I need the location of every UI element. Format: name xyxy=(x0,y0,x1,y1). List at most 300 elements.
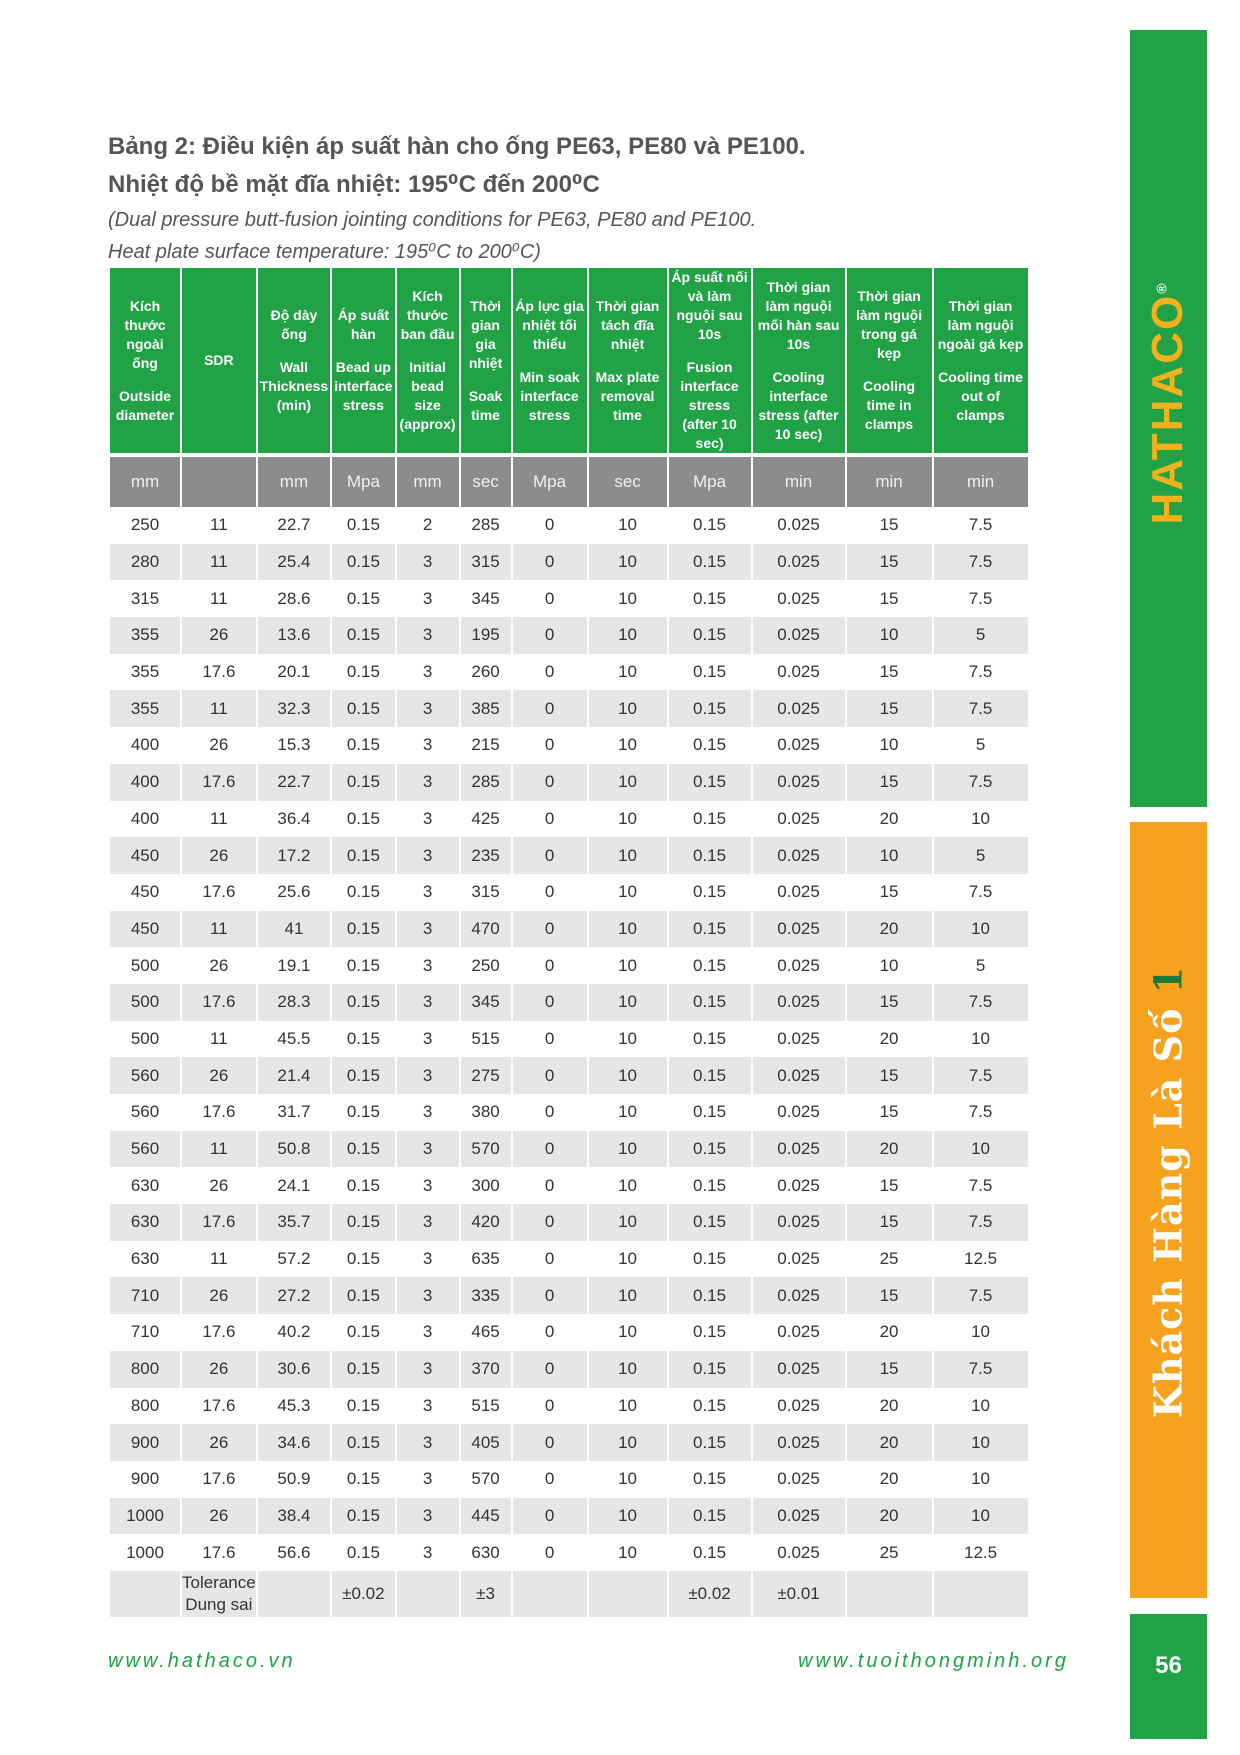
table-cell: 3 xyxy=(422,1102,433,1122)
table-cell: 7.5 xyxy=(934,1204,1028,1241)
header-row xyxy=(110,268,1028,453)
table-cell: 0 xyxy=(544,588,555,608)
table-cell: 500 xyxy=(110,984,180,1021)
table-cell: 3 xyxy=(397,690,459,727)
table-row xyxy=(110,1424,1028,1461)
table-cell: 0 xyxy=(513,984,587,1021)
table-cell: 15 xyxy=(847,1277,932,1314)
table-cell: 20 xyxy=(847,1424,932,1461)
unit-cell: sec xyxy=(589,453,667,507)
table-cell: 35.7 xyxy=(258,1204,330,1241)
table-cell: 3 xyxy=(397,1131,459,1168)
table-row xyxy=(110,1498,1028,1535)
table-cell: 355 xyxy=(110,617,180,654)
table-cell: 3 xyxy=(422,1028,433,1048)
tolerance-cell xyxy=(513,1571,587,1617)
table-cell: 10 xyxy=(847,617,932,654)
unit-cell: mm xyxy=(397,453,459,507)
table-cell: 5 xyxy=(934,617,1028,654)
column-header-en: Cooling time in clamps xyxy=(862,378,916,432)
table-cell: 0.025 xyxy=(753,764,845,801)
table-cell: 10 xyxy=(618,1028,637,1048)
table-cell: 15 xyxy=(847,690,932,727)
table-cell: 15 xyxy=(879,1175,899,1195)
table-cell: 0.15 xyxy=(346,882,380,902)
table-cell: 0.15 xyxy=(669,837,751,874)
table-cell: 0.15 xyxy=(332,1204,394,1241)
table-cell: 0 xyxy=(544,1469,555,1489)
column-header-en: Outside diameter xyxy=(115,387,175,423)
table-cell: 0.15 xyxy=(693,1469,727,1489)
table-cell: 0 xyxy=(513,1277,587,1314)
table-cell: 11 xyxy=(182,544,256,581)
table-cell: 20 xyxy=(847,1131,932,1168)
column-header xyxy=(753,268,845,453)
brand-logo-vertical xyxy=(1143,281,1193,524)
table-cell: 0.15 xyxy=(332,617,394,654)
table-cell: 0.15 xyxy=(332,1057,394,1094)
table-cell: 0.15 xyxy=(669,690,751,727)
table-cell: 0 xyxy=(513,617,587,654)
table-cell: 10 xyxy=(934,1498,1028,1535)
table-cell: 10 xyxy=(618,1469,637,1489)
tolerance-row xyxy=(110,1571,1028,1617)
table-cell: 3 xyxy=(422,1395,433,1415)
table-cell: 445 xyxy=(461,1498,511,1535)
table-cell: 10 xyxy=(589,617,667,654)
table-cell: 0.025 xyxy=(753,984,845,1021)
table-cell: 380 xyxy=(471,1102,500,1122)
table-cell: 27.2 xyxy=(258,1277,330,1314)
tolerance-cell xyxy=(589,1571,667,1617)
caption-line-1: Bảng 2: Điều kiện áp suất hàn cho ống PE63, PE80 và PE100. xyxy=(108,133,806,160)
table-cell: 17.6 xyxy=(182,984,256,1021)
table-cell: 10 xyxy=(589,837,667,874)
table-cell: 10 xyxy=(618,955,637,975)
table-cell: 0.025 xyxy=(753,690,845,727)
table-row xyxy=(110,801,1028,838)
table-cell: 25.6 xyxy=(277,882,311,902)
table-cell: 0 xyxy=(544,515,555,535)
table-cell: 0 xyxy=(544,882,555,902)
table-cell: 5 xyxy=(975,735,986,755)
table-cell: 355 xyxy=(110,690,180,727)
table-cell: 7.5 xyxy=(968,1102,993,1122)
table-cell: 0.025 xyxy=(753,911,845,948)
table-cell: 38.4 xyxy=(258,1498,330,1535)
table-cell: 1000 xyxy=(110,1498,180,1535)
table-cell: 3 xyxy=(397,984,459,1021)
table-cell: 560 xyxy=(110,1131,180,1168)
table-cell: 15 xyxy=(847,984,932,1021)
table-cell: 0.15 xyxy=(693,1249,727,1269)
table-cell: 335 xyxy=(461,1277,511,1314)
table-cell: 26 xyxy=(182,1424,256,1461)
table-cell: 10 xyxy=(589,544,667,581)
table-cell: 0.15 xyxy=(346,662,380,682)
table-cell: 32.3 xyxy=(258,690,330,727)
table-cell: 345 xyxy=(471,588,500,608)
table-cell: 0 xyxy=(513,1131,587,1168)
table-cell: 0 xyxy=(513,690,587,727)
table-cell: 635 xyxy=(471,1249,500,1269)
table-cell: 15 xyxy=(847,1351,932,1388)
table-cell: 0.15 xyxy=(332,544,394,581)
table-cell: 0.15 xyxy=(693,882,727,902)
table-cell: 570 xyxy=(461,1131,511,1168)
table-cell: 20 xyxy=(879,1395,899,1415)
table-cell: 10 xyxy=(934,1424,1028,1461)
table-cell: 235 xyxy=(461,837,511,874)
table-cell: 17.6 xyxy=(182,764,256,801)
table-cell: 26 xyxy=(209,735,229,755)
table-cell: 3 xyxy=(422,1542,433,1562)
table-cell: 11 xyxy=(182,1131,256,1168)
table-cell: 5 xyxy=(934,837,1028,874)
table-cell: 26 xyxy=(182,617,256,654)
column-header-vi: Thời gian làm nguội mối hàn sau 10s xyxy=(757,278,840,352)
table-cell: 3 xyxy=(397,1057,459,1094)
table-row xyxy=(110,727,1028,764)
column-header-vi: Kích thước ban đầu xyxy=(400,288,455,342)
table-cell: 0.025 xyxy=(777,662,820,682)
table-cell: 0.025 xyxy=(753,1277,845,1314)
table-cell: 26 xyxy=(182,1351,256,1388)
table-cell: 0.025 xyxy=(753,1131,845,1168)
table-cell: 17.6 xyxy=(202,1322,236,1342)
table-cell: 3 xyxy=(422,588,433,608)
column-header-en: Bead up interface stress xyxy=(334,359,393,413)
table-cell: 0.15 xyxy=(332,1498,394,1535)
column-header-vi: Áp suất hàn xyxy=(337,307,390,342)
table-cell: 710 xyxy=(110,1277,180,1314)
column-header-en: Soak time xyxy=(468,387,503,423)
table-cell: 15 xyxy=(879,882,899,902)
table-cell: 50.8 xyxy=(258,1131,330,1168)
unit-cell: mm xyxy=(110,453,180,507)
caption-line-3: (Dual pressure butt-fusion jointing conditions for PE63, PE80 and PE100. xyxy=(108,209,757,231)
column-header xyxy=(669,268,751,453)
table-cell: 36.4 xyxy=(277,808,311,828)
table-cell: 3 xyxy=(397,764,459,801)
table-cell: 0.15 xyxy=(346,735,380,755)
table-row xyxy=(110,1021,1028,1058)
table-cell: 1000 xyxy=(126,1542,164,1562)
table-cell: 22.7 xyxy=(277,515,311,535)
table-row xyxy=(110,1241,1028,1278)
table-cell: 10 xyxy=(971,1028,990,1048)
table-cell: 10 xyxy=(589,1351,667,1388)
table-cell: 250 xyxy=(130,515,160,535)
table-cell: 15 xyxy=(847,1204,932,1241)
table-cell: 0.15 xyxy=(346,808,380,828)
table-cell: 10 xyxy=(618,808,637,828)
unit-cell xyxy=(182,453,256,507)
table-cell: 0.025 xyxy=(777,1175,820,1195)
table-cell: 20 xyxy=(879,1028,899,1048)
table-cell: 630 xyxy=(130,1249,160,1269)
table-cell: 3 xyxy=(397,837,459,874)
table-cell: 20 xyxy=(879,1322,899,1342)
column-header xyxy=(934,268,1028,453)
table-cell: 0.025 xyxy=(777,515,820,535)
table-cell: 10 xyxy=(589,984,667,1021)
table-cell: 280 xyxy=(110,544,180,581)
brand-name: HATHACO xyxy=(1143,293,1192,525)
table-cell: 26 xyxy=(209,955,229,975)
table-cell: 3 xyxy=(397,1351,459,1388)
tolerance-cell xyxy=(847,1571,932,1617)
table-cell: 450 xyxy=(110,837,180,874)
table-cell: 0 xyxy=(513,544,587,581)
table-row xyxy=(110,617,1028,654)
table-cell: 345 xyxy=(461,984,511,1021)
table-cell: 400 xyxy=(130,808,160,828)
table-cell: 405 xyxy=(461,1424,511,1461)
table-cell: 10 xyxy=(618,1175,637,1195)
table-cell: 0 xyxy=(513,911,587,948)
table-cell: 28.6 xyxy=(277,588,311,608)
table-cell: 0.025 xyxy=(777,1542,820,1562)
table-cell: 0 xyxy=(544,1028,555,1048)
column-header xyxy=(461,268,511,453)
table-cell: 0.15 xyxy=(332,1277,394,1314)
table-cell: 0.15 xyxy=(693,662,727,682)
table-cell: 45.3 xyxy=(277,1395,311,1415)
table-cell: 0.15 xyxy=(693,1322,727,1342)
table-cell: 10 xyxy=(971,1322,990,1342)
table-cell: 10 xyxy=(618,1322,637,1342)
table-cell: 0.15 xyxy=(669,1131,751,1168)
table-cell: 0.15 xyxy=(346,1175,380,1195)
table-cell: 560 xyxy=(130,1102,160,1122)
column-header xyxy=(513,268,587,453)
column-header xyxy=(258,268,330,453)
table-cell: 7.5 xyxy=(968,1175,993,1195)
table-cell: 10 xyxy=(589,764,667,801)
table-cell: 0.15 xyxy=(332,1351,394,1388)
table-cell: 900 xyxy=(110,1424,180,1461)
table-cell: 0.15 xyxy=(693,1542,727,1562)
table-cell: 17.6 xyxy=(202,1469,236,1489)
table-cell: 11 xyxy=(210,1028,228,1048)
table-row xyxy=(110,911,1028,948)
table-cell: 0 xyxy=(544,662,555,682)
table-cell: 0.15 xyxy=(669,764,751,801)
column-header xyxy=(332,268,394,453)
table-cell: 0.15 xyxy=(346,1469,380,1489)
footer-url-left[interactable]: www.hathaco.vn xyxy=(108,1650,296,1672)
table-cell: 0.025 xyxy=(753,1057,845,1094)
table-row xyxy=(110,1388,1028,1425)
table-cell: 17.6 xyxy=(182,1204,256,1241)
table-row xyxy=(110,764,1028,801)
table-cell: 0 xyxy=(544,1249,555,1269)
table-cell: 10 xyxy=(618,662,637,682)
table-cell: 26 xyxy=(182,1277,256,1314)
tolerance-cell: ±3 xyxy=(461,1571,511,1617)
table-cell: 0.15 xyxy=(346,1395,380,1415)
table-row xyxy=(110,1131,1028,1168)
table-cell: 50.9 xyxy=(277,1469,311,1489)
column-header xyxy=(397,268,459,453)
table-cell: 425 xyxy=(471,808,500,828)
table-cell: 10 xyxy=(971,808,990,828)
tolerance-cell: ±0.02 xyxy=(332,1571,394,1617)
table-cell: 7.5 xyxy=(968,588,993,608)
table-cell: 5 xyxy=(975,955,986,975)
table-cell: 15 xyxy=(879,1102,899,1122)
table-row xyxy=(110,1351,1028,1388)
column-header-vi: Thời gian làm nguội trong gá kẹp xyxy=(855,288,923,361)
table-cell: 7.5 xyxy=(934,544,1028,581)
tolerance-cell xyxy=(110,1571,180,1617)
table-cell: 41 xyxy=(258,911,330,948)
table-cell: 0.025 xyxy=(753,1498,845,1535)
table-cell: 0.025 xyxy=(753,837,845,874)
unit-cell: sec xyxy=(461,453,511,507)
table-cell: 0.15 xyxy=(693,588,727,608)
table-cell: 11 xyxy=(210,588,228,608)
footer-url-right[interactable]: www.tuoithongminh.org xyxy=(798,1650,1069,1672)
table-cell: 0.15 xyxy=(346,515,380,535)
table-cell: 0.025 xyxy=(777,1322,820,1342)
table-cell: 0 xyxy=(513,1204,587,1241)
table-cell: 285 xyxy=(461,764,511,801)
table-cell: 19.1 xyxy=(277,955,311,975)
table-cell: 250 xyxy=(471,955,500,975)
table-cell: 0.15 xyxy=(669,1277,751,1314)
table-row xyxy=(110,580,1028,617)
registered-mark: ® xyxy=(1153,281,1170,294)
table-cell: 11 xyxy=(210,808,228,828)
table-cell: 21.4 xyxy=(258,1057,330,1094)
table-row xyxy=(110,947,1028,984)
table-cell: 3 xyxy=(422,1175,433,1195)
table-cell: 7.5 xyxy=(934,1351,1028,1388)
table-cell: 0.15 xyxy=(332,764,394,801)
table-cell: 20 xyxy=(847,1498,932,1535)
table-cell: 315 xyxy=(471,882,500,902)
table-cell: 10 xyxy=(618,1102,637,1122)
tolerance-cell: ±0.01 xyxy=(753,1571,845,1617)
table-cell: 17.6 xyxy=(202,1102,236,1122)
table-cell: 25 xyxy=(879,1249,899,1269)
column-header-vi: Áp lực gia nhiệt tối thiểu xyxy=(515,297,584,352)
column-header-en: Max plate removal time xyxy=(595,368,660,423)
table-cell: 195 xyxy=(461,617,511,654)
table-cell: 3 xyxy=(397,1424,459,1461)
table-cell: 800 xyxy=(130,1395,160,1415)
table-cell: 0 xyxy=(544,1102,555,1122)
tolerance-cell xyxy=(934,1571,1028,1617)
table-row xyxy=(110,1094,1028,1131)
table-cell: 0.15 xyxy=(332,837,394,874)
table-cell: 0 xyxy=(544,955,555,975)
table-cell: 0.15 xyxy=(693,1102,727,1122)
table-cell: 285 xyxy=(471,515,500,535)
table-cell: 11 xyxy=(182,911,256,948)
table-row xyxy=(110,1057,1028,1094)
table-cell: 515 xyxy=(471,1028,500,1048)
table-cell: 10 xyxy=(618,882,637,902)
table-cell: 10 xyxy=(618,588,637,608)
table-cell: 10 xyxy=(589,690,667,727)
table-cell: 10 xyxy=(847,837,932,874)
table-cell: 10 xyxy=(879,735,899,755)
table-cell: 26 xyxy=(182,837,256,874)
table-cell: 10 xyxy=(618,735,637,755)
table-cell: 400 xyxy=(130,735,160,755)
table-cell: 10 xyxy=(934,1131,1028,1168)
table-cell: 0 xyxy=(544,1322,555,1342)
table-cell: 0.025 xyxy=(777,1469,820,1489)
table-cell: 24.1 xyxy=(277,1175,311,1195)
table-cell: 15 xyxy=(879,662,899,682)
unit-cell: Mpa xyxy=(669,453,751,507)
table-cell: 0.025 xyxy=(777,1028,820,1048)
column-header-en: Cooling interface stress (after 10 sec) xyxy=(758,368,839,442)
table-cell: 12.5 xyxy=(964,1249,998,1269)
unit-cell: min xyxy=(847,453,932,507)
table-cell: 34.6 xyxy=(258,1424,330,1461)
table-cell: 0.15 xyxy=(669,1351,751,1388)
table-cell: 0.15 xyxy=(332,984,394,1021)
tolerance-cell xyxy=(182,1571,256,1617)
table-cell: 0.025 xyxy=(753,1204,845,1241)
table-row xyxy=(110,1314,1028,1351)
table-cell: 10 xyxy=(589,1057,667,1094)
table-cell: 0.15 xyxy=(346,1028,380,1048)
table-cell: 0.15 xyxy=(693,955,727,975)
column-header-vi: Thời gian làm nguội ngoài gá kẹp xyxy=(937,297,1024,352)
table-cell: 3 xyxy=(397,1498,459,1535)
table-cell: 470 xyxy=(461,911,511,948)
unit-cell: Mpa xyxy=(332,453,394,507)
table-cell: 0.15 xyxy=(669,1204,751,1241)
table-row xyxy=(110,1167,1028,1204)
table-cell: 10 xyxy=(618,1249,637,1269)
column-header-en: Fusion interface stress (after 10 sec) xyxy=(680,359,739,451)
table-row xyxy=(110,1204,1028,1241)
unit-cell: mm xyxy=(258,453,330,507)
caption-line-2: Nhiệt độ bề mặt đĩa nhiệt: 195⁰C đến 200⁰C xyxy=(108,171,600,198)
table-cell: 0.025 xyxy=(777,1102,820,1122)
tolerance-cell xyxy=(397,1571,459,1617)
table-cell: 0.15 xyxy=(693,1395,727,1415)
table-cell: 26 xyxy=(182,1057,256,1094)
table-cell: 500 xyxy=(130,955,160,975)
table-cell: 0.025 xyxy=(753,1424,845,1461)
table-row xyxy=(110,690,1028,727)
table-body xyxy=(110,507,1028,1617)
table-cell: 56.6 xyxy=(277,1542,311,1562)
table-cell: 10 xyxy=(879,955,899,975)
table-cell: 7.5 xyxy=(934,764,1028,801)
table-cell: 630 xyxy=(130,1175,160,1195)
table-row xyxy=(110,837,1028,874)
table-cell: 0.025 xyxy=(777,808,820,828)
table-cell: 17.6 xyxy=(202,1542,236,1562)
table-cell: 15 xyxy=(879,588,899,608)
table-cell: 0.15 xyxy=(669,1424,751,1461)
table-cell: 710 xyxy=(130,1322,160,1342)
table-cell: 0.15 xyxy=(693,808,727,828)
table-cell: 0.15 xyxy=(332,1424,394,1461)
table-cell: 7.5 xyxy=(968,882,993,902)
table-cell: 17.6 xyxy=(202,662,236,682)
table-cell: 0.15 xyxy=(669,1057,751,1094)
